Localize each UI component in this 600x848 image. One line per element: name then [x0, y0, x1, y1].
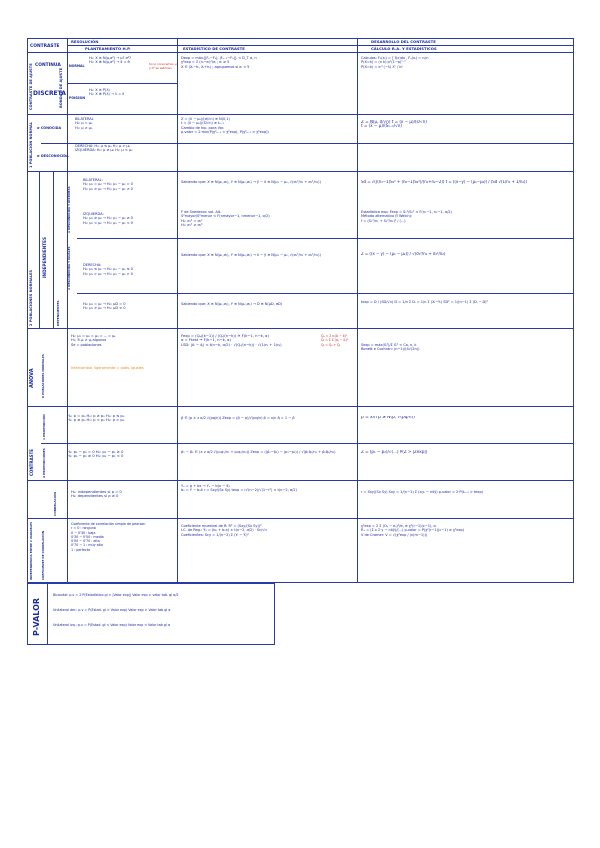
label-anova: ANOVA	[29, 368, 35, 388]
bondad-calc: Calculos: F₀(xᵢ) = ∫ f(x)dx , Fₙ(xᵢ) = nᵢ/n P(X=k) = (n k) pᵏ(1−p)ⁿ⁻ᵏ P(X=k) = e^(−λ) λᵏ / k!	[361, 56, 429, 69]
label-una-proporcion: 1 PROPORCIÓN	[42, 414, 46, 440]
label-independencia: INDEPENDENCIA ENTRE 2 VARIABLES	[29, 521, 33, 580]
media-unilateral: DERECHA: H₀: μ ≤ μ₀ H₁: μ > μ₀ IZQUIERDA: H₀: μ ≥ μ₀ H₁: μ < μ₀	[75, 144, 133, 153]
corr-calc: r = Sxy/(Sx Sy) Sxy = 1/(n−1) Σ (xᵢyᵢ − nx̄ȳ) p-valor = 2·P(tₙ₋₂ > texp)	[361, 490, 484, 494]
media-bilateral: BILATERAL H₀: μ = μ₀ H₁: μ ≠ μ₀	[75, 117, 94, 130]
anova-note: Intercambio, ligeramente = pobs. iguales	[71, 366, 144, 370]
anova-hypothesis: H₀: μ₁ = μ₂ = μ₃ = ... = μₖ H₁: ∃ μᵢ ≠ μⱼ algunos Se = poblaciones	[71, 334, 116, 347]
label-pvalor: P-VALOR	[32, 597, 41, 636]
dos-prop-statistic: p̂₁ − p̂₂ ∈ (± z α/2 √(p₁q₁/n₁ + p₂q₂/n₂)) Zexp = ((p̂₁−p̂₂) − (p₁−p₂)) / √(p̂₁q̂₁/n₁ + p̂₂q̂₂/n₂)	[181, 450, 336, 454]
dos-prop-hypothesis: H₀: p₁ − p₂ = 0 H₀: p₁ − p₂ ≥ 0 H₁: p₁ − p₂ ≠ 0 H₁: p₁ − p₂ < 0	[67, 450, 124, 459]
dependientes-calc: texp = D̄ / (SD/√n) D̄ = 1/n Σ Dᵢ = 1/n Σ (Xᵢ−Yᵢ) SD² = 1/(n−1) Σ (Dᵢ − D̄)²	[361, 300, 488, 304]
dos-statistic-2: F de Snedecor: sol. Alt. S²mayor/S²menor < F(nmayor−1, nmenor−1, α/2) H₀: σ₁² = σ₂² H₁: σ₁² ≠ σ₂²	[181, 210, 270, 227]
label-sigma-conocida: σ CONOCIDA	[37, 126, 62, 130]
prop-hypothesis: H₀: p = p₀ H₀: p ≥ p₀ H₀: p ≤ p₀ H₁: p ≠ p₀ H₁: p < p₀ H₁: p > p₀	[67, 414, 125, 423]
header-estadistico: ESTADÍSTICO DE CONTRASTE	[183, 46, 245, 51]
header-resolucion: RESOLUCIÓN	[71, 39, 99, 44]
dos-calc-3: Z = ((x̄ − ȳ) − (μ₁ − μ₂)) / √(σ₁²/n₁ + σ₂²/n₂)	[361, 252, 446, 256]
label-ajuste: CONTRASTE DE AJUSTE	[29, 63, 33, 110]
dependientes-statistic: Sabiendo que: X ≅ N(μ₁,σ₁), Y ≅ N(μ₂,σ₂) → D ≅ N(μD, σD)	[181, 302, 283, 306]
label-dependientes: DEPENDIENTES	[56, 300, 60, 326]
normal-hypothesis: H₀: X ≅ N(μ,σ²) → μ? σ²? H₁: X ≇ N(μ,σ²) → x̄ = σ̂	[89, 56, 131, 65]
prop-statistic: p̂ ∈ (p ± z α/2 √(pq/n)) Zexp = (p̂ − p)/√(pq/n) p̂ = x/n q̂ = 1 − p̂	[181, 416, 295, 420]
poisson-hypothesis: H₀: X ≅ P(λ) H₁: X ≇ P(λ) → λ = x̄	[89, 88, 125, 97]
anova-sums: Qₐ = Σ nᵢ(x̄ᵢ − x̄)² Qᵣ = Σ Σ (xᵢⱼ − x̄ᵢ)² Qₜ = Qₐ + Qᵣ	[321, 334, 349, 347]
pvalor-rules: Bicaudal: p-v = 2·P(Estadístico gl > |Valor exp|) Valor exp > valor tab. gl α/2 Unilateral der.: p-v = P(Estad. gl > Valor exp) Valor exp > Valor tab gl α Unilateral izq.: p-v = P(Estad. gl < Valor exp) Valor exp < Valor tab gl α	[53, 593, 179, 627]
bondad-statistic: Dexp = máx{|Fₙ−F₀|, |Fₙ₋₁−F₀|} < D_T α, n χ²exp = Σ (nᵢ−eᵢ)²/eᵢ ; eᵢ ≥ 5 X ∈ (Xᵢ−hᵢ, Xᵢ+hᵢ) ; agrupamos si eᵢ < 5	[181, 56, 257, 69]
label-sigma-desconocida: σ DESCONOCIDA	[37, 154, 69, 158]
media-calc: Z = N(μ, σ/√n) t = (x̄ − μ)/(s/√n) t = (x̄ − μ)/(Sₙ₋₁/√n)	[361, 120, 427, 129]
label-independientes: INDEPENDIENTES	[42, 237, 47, 278]
label-correlacion: CORRELACIÓN	[53, 491, 57, 516]
dos-bilateral: BILATERAL: H₀: μ₁ = μ₂ → H₀: μ₁ − μ₂ = 0 H₁: μ₁ ≠ μ₂ → H₁: μ₁ − μ₂ ≠ 0	[83, 178, 133, 191]
anova-calc: Sexp = máx(Sᵢ²)/Σ Sᵢ² < Ca, n, k Bonett e Cochran: (n−1)/(4√(2n))	[361, 343, 420, 352]
dos-statistic-3: Sabiendo que: X ≅ N(μ₁,σ₁), Y ≅ N(μ₂,σ₂) → x̄ − ȳ ≅ N(μ₁ − μ₂, √(σ₁²/n₁ + σ₂²/n₂))	[181, 253, 321, 257]
media-statistic: Z = (x̄ − μ₀)/(σ/√n) ≅ N(0,1) t = (x̄ − μ₀)/(S/√n) ≅ tₙ₋₁ Cambio de hip. para Var. p-valor = 2·min(P(χ²ₙ₋₁ < χ²exp), P(χ²ₙ₋₁ > χ²exp))	[181, 117, 269, 134]
label-poisson: POISSON	[69, 96, 86, 100]
dos-calc-1: Sd = √(((n₁−1)S₁² + (n₂−1)S₂²)/(n₁+n₂−2)) t = ((x̄−ȳ) − (μ₁−μ₂)) / (Sd √(1/n₁ + 1/n₂))	[361, 180, 527, 184]
label-dos-proporciones: 2 PROPORCIONES	[42, 448, 46, 478]
header-desarrollo: DESARROLLO DEL CONTRASTE	[371, 39, 436, 44]
label-bondad: BONDAD DE AJUSTE	[59, 67, 63, 108]
label-coef-correlacion: COEFICIENTE DE CORRELACIÓN	[41, 530, 45, 580]
corr-hypothesis: H₀: independientes si ρ = 0 H₁: dependientes si ρ ≠ 0	[71, 490, 122, 499]
label-contraste-prop: CONTRASTE	[29, 449, 34, 476]
dos-derecha: DERECHA: H₀: μ₁ ≤ μ₂ → H₀: μ₁ − μ₂ ≤ 0 H₁: μ₁ > μ₂ → H₁: μ₁ − μ₂ > 0	[83, 263, 133, 276]
indep-calc: χ²exp = Σ Σ (Oᵢⱼ − eᵢⱼ)²/eᵢⱼ ≅ χ²(r−1)(c−1), α Rₓ = (Σ x Σ y − nx̄ȳ)/(...) p-valor = P(χ²(r−1)(c−1) ≥ χ²exp) V de Cramer: V = √(χ²exp / (n(m−1)))	[361, 524, 465, 537]
header-planteamiento: PLANTEAMIENTO H.P.	[85, 46, 131, 51]
corr-statistic: Yₓ = a + bx → Yₓ − b(x − x̄) b₀ = Ȳ − b₀x̄ r = Sxy/(Sx Sy) texp = r√(n−2)/√(1−r²) < t(n−2, α/2)	[181, 484, 297, 493]
header-contraste: CONTRASTE	[30, 44, 60, 49]
anova-statistic: Fexp = (Qₐ/(k−1)) / (Qᵣ/(n−k)) ≅ F(k−1, n−k, α) α = Ftest → F(k−1, n−k, α) LSD: |x̄ᵢ − x̄ⱼ| < t(n−k, α/2) · √(Qᵣ/(n−k)) · √(1/nᵢ + 1/nⱼ)	[181, 334, 282, 347]
normal-note: Si no conocemos μ y σ² se estiman	[149, 62, 177, 71]
label-k-poblaciones: K POBLACIONES NORMALES	[41, 354, 45, 398]
dos-statistic-1: Sabiendo que: X ≅ N(μ₁,σ₁), Y ≅ N(μ₂,σ₂) → ȳ − x̄ ≅ N(μ₁ − μ₂, √(σ₁²/n₁ + σ₂²/n₂))	[181, 180, 321, 184]
dos-prop-calc: Z = (p̂₁ − p̂₂)/√(...) P(Z > |Zexp|)	[361, 450, 428, 454]
label-dos-poblaciones: 2 POBLACIONES NORMALES	[29, 269, 33, 326]
label-una-poblacion: 1 POBLACIÓN NORMAL	[29, 121, 33, 168]
label-continua: CONTINUA	[35, 63, 61, 68]
header-calculo: CÁLCULO R.A. Y ESTADÍSTICOS	[371, 46, 437, 51]
prop-calc: p̂ = x/n p ≥ N(p, √(pq/n))	[361, 416, 415, 420]
label-discreta: DISCRETA	[33, 90, 66, 97]
dos-izquierda: IZQUIERDA: H₀: μ₁ ≥ μ₂ → H₀: μ₁ − μ₂ ≥ 0 H₁: μ₁ < μ₂ → H₁: μ₁ − μ₂ < 0	[83, 212, 133, 225]
label-sigmas-iguales: σ DESCONOCIDA Y IGUALES	[67, 246, 71, 290]
label-sigmas-distintas: σ DESCONOCIDA Y DISTINTAS	[67, 186, 71, 233]
indep-hypothesis: Coeficiente de correlación simple de pearson r = 0 : ninguna 0 − 0'30 : baja 0'30 − 0'50 : media 0'50 − 0'70 : alta 0'70 − 1 : muy alta 1 : perfecta	[71, 522, 146, 552]
dependientes-hypothesis: H₀: μ₁ = μ₂ → H₀: μD = 0 H₁: μ₁ ≠ μ₂ → H₁: μD ≠ 0	[83, 302, 126, 311]
formula-sheet	[27, 38, 574, 698]
indep-statistic: Coeficiente muestral de R: R² = (Sxy/(Sx Sy))² I.C. de Reg.: Ŷ₀ = (b₀ + b₁x) ± t(n−2, α/2) · Sε/√n Coeficientes: Scy = 1/(n−2) Σ (Yᵢ − Ŷᵢ)²	[181, 524, 267, 537]
label-normal: NORMAL	[69, 64, 85, 68]
dos-calc-2: Estadístico exp: Fexp = S₁²/S₂² < F(n₁−1, n₂−1, α/2) Método alternativo (t̃ Welch): f = (S₁²/n₁ + S₂²/n₂)² / (...)	[361, 210, 452, 223]
